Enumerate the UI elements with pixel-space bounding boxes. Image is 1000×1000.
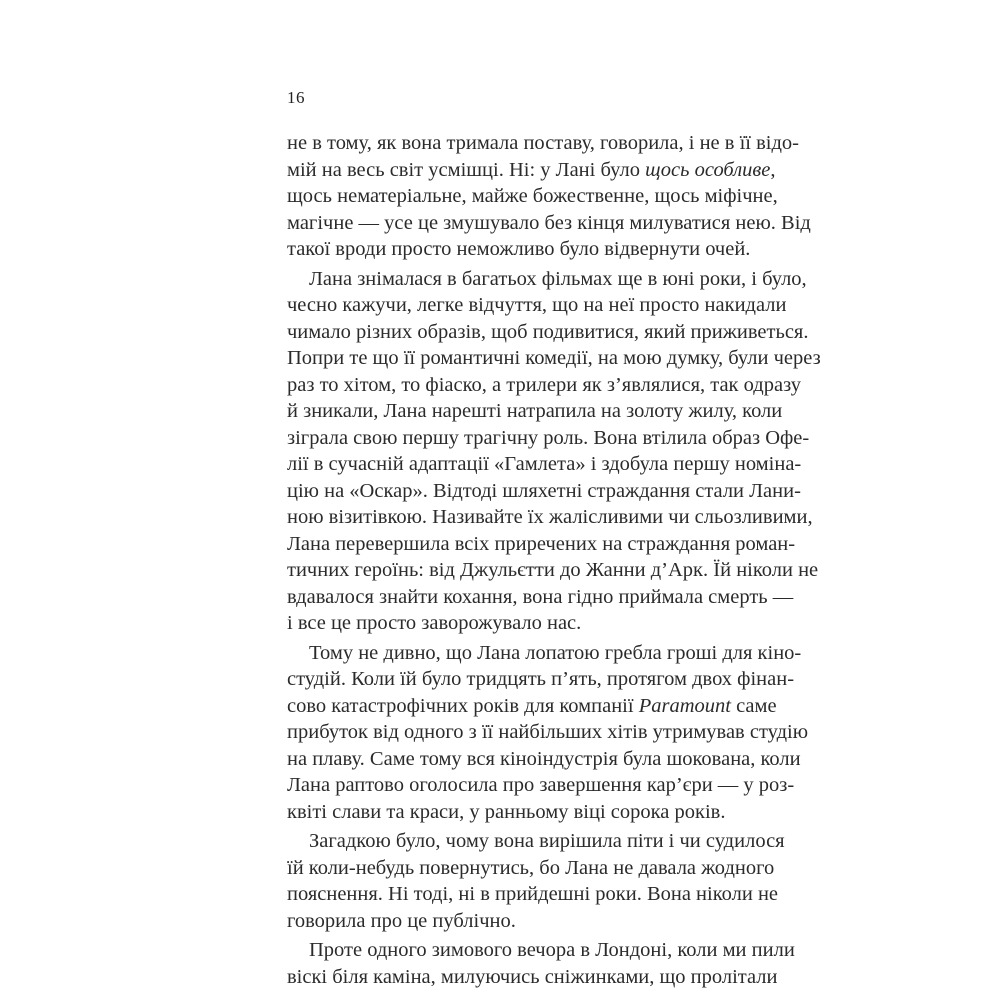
text-line: [287, 640, 802, 667]
text-run: квіті слави та краси, у ранньому віці сорока років.: [287, 800, 726, 823]
text-run: Лана раптово оголосила про завершення кар’єри — у роз-: [287, 774, 795, 796]
text-run: раз то хітом, то фіаско, а трилери як з’являлися, так одразу: [287, 373, 802, 396]
text-run: чимало різних образів, щоб подивитися, який приживеться.: [287, 320, 809, 343]
text-run: на плаву. Саме тому вся кіноіндустрія була шокована, коли: [287, 747, 801, 770]
text-run: саме: [730, 694, 777, 717]
text-run: цію на «Оскар». Відтоді шляхетні страждання стали Лани-: [287, 479, 801, 502]
text-line: [287, 719, 809, 746]
paragraph: [287, 640, 809, 826]
text-line: [287, 425, 810, 452]
text-line: [287, 398, 783, 425]
text-run: сово катастрофічних років для компанії: [287, 694, 639, 717]
text-run: Тому не дивно, що Лана лопатою гребла гроші для кіно-: [309, 641, 802, 664]
text-line: [287, 693, 777, 720]
text-line: [287, 236, 753, 263]
text-run: Загадкою було, чому вона вирішила піти і чи судилося: [309, 830, 785, 852]
text-run: їй коли-небудь повернутись, бо Лана не давала жодного: [287, 856, 775, 879]
text-line: [287, 157, 776, 184]
text-line: [287, 610, 753, 637]
text-line: [287, 666, 795, 693]
text-line: [287, 937, 795, 964]
text-line: [287, 210, 811, 237]
text-line: [287, 292, 787, 319]
text-run: віскі біля каміна, милуючись сніжинками, що пролітали: [287, 965, 778, 988]
paragraph: [287, 130, 811, 263]
text-line: [287, 183, 778, 210]
text-line: [287, 451, 802, 478]
text-run: студій. Коли їй було тридцять п’ять, протягом двох фінан-: [287, 668, 795, 690]
text-line: [287, 504, 813, 531]
text-run: зіграла свою першу трагічну роль. Вона втілила образ Офе-: [287, 426, 810, 449]
text-run: такої вроди просто неможливо було відвернути очей.: [287, 238, 751, 260]
paragraph: [287, 937, 795, 990]
text-line: [287, 345, 821, 372]
text-line: [287, 478, 801, 505]
text-run: пояснення. Ні тоді, ні в прийдешні роки. Вона ніколи не: [287, 883, 779, 905]
text-run: лії в сучасній адаптації «Гамлета» і здобула першу номіна-: [287, 453, 802, 475]
text-run: й зникали, Лана нарешті натрапила на золоту жилу, коли: [287, 400, 783, 422]
text-line: [287, 531, 796, 558]
text-run: Проте одного зимового вечора в Лондоні, коли ми пили: [309, 939, 795, 961]
text-run: не в тому, як вона тримала поставу, говорила, і не в її відо-: [287, 132, 799, 154]
text-line: [287, 746, 801, 773]
text-line: [287, 557, 819, 584]
text-run: вдавалося знайти кохання, вона гідно приймала смерть —: [287, 585, 794, 608]
text-line: [287, 266, 807, 293]
text-run: ,: [770, 158, 776, 181]
text-run: ною візитівкою. Називайте їх жалісливими чи сльозливими,: [287, 506, 813, 528]
text-run: і все це просто заворожувало нас.: [287, 612, 582, 634]
text-line: [287, 372, 802, 399]
text-run: Лана перевершила всіх приречених на страждання роман-: [287, 532, 796, 555]
text-line: [287, 881, 779, 908]
text-run: тичних героїнь: від Джульєтти до Жанни д’Арк. Їй ніколи не: [287, 559, 819, 581]
text-line: [287, 772, 795, 799]
text-line: [287, 855, 775, 882]
paragraph: [287, 828, 785, 934]
text-line: [287, 908, 753, 935]
text-line: [287, 584, 794, 611]
page-number: 16: [287, 88, 305, 107]
body-text: [287, 130, 821, 990]
text-run: чесно кажучи, легке відчуття, що на неї просто накидали: [287, 294, 787, 316]
text-run: магічне — усе це змушувало без кінця милуватися нею. Від: [287, 211, 811, 234]
text-line: [287, 828, 785, 855]
italic-text: щось особливе: [645, 158, 771, 181]
text-run: мій на весь світ усмішці. Ні: у Лані було: [287, 158, 646, 181]
text-line: [287, 964, 778, 991]
text-run: щось нематеріальне, майже божественне, щось міфічне,: [287, 185, 778, 207]
text-run: Попри те що її романтичні комедії, на мою думку, були через: [287, 347, 821, 369]
text-line: [287, 130, 799, 157]
italic-text: Paramount: [638, 694, 731, 717]
text-run: прибуток від одного з її найбільших хітів утримував студію: [287, 721, 809, 743]
paragraph: [287, 266, 821, 637]
text-run: Лана знімалася в багатьох фільмах ще в юні роки, і було,: [309, 267, 807, 290]
text-run: говорила про це публічно.: [287, 909, 516, 932]
text-line: [287, 799, 753, 826]
text-line: [287, 319, 809, 346]
